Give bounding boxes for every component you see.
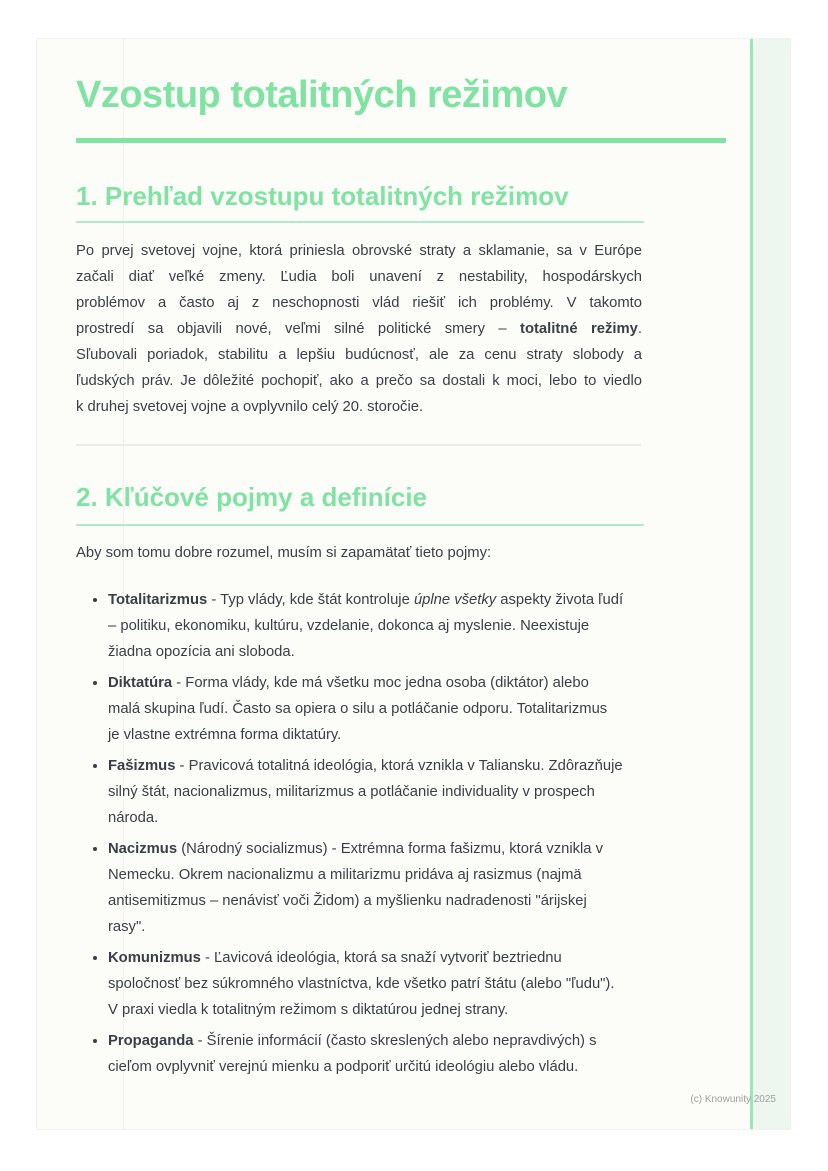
text-line: cieľom ovplyvniť verejnú mienku a podporiť určitú ideológiu alebo vládu. (108, 1059, 579, 1075)
document-page (36, 38, 791, 1130)
term-item (76, 670, 696, 748)
text-line: Diktatúra - Forma vlády, kde má všetku moc jedna osoba (diktátor) alebo (108, 675, 589, 691)
term-item (76, 753, 696, 831)
text-line: malá skupina ľudí. Často sa opiera o silu a potláčanie odporu. Totalitarizmus (108, 701, 608, 717)
text-line: V praxi viedla k totalitným režimom s diktatúrou jednej strany. (108, 1002, 509, 1018)
text-line: problémov a často aj z neschopnosti vlád riešiť ich problémy. V takomto (76, 295, 642, 311)
terms-list (76, 587, 696, 1080)
right-edge-strip (752, 39, 790, 1129)
text-line: k druhej svetovej vojne a ovplyvnilo celý 20. storočie. (76, 399, 424, 415)
text-line: silný štát, nacionalizmus, militarizmus a potláčanie individuality v prospech (108, 784, 595, 800)
section-1-rule (76, 221, 644, 223)
bullet-dot (93, 764, 97, 768)
text-line: začali diať veľké zmeny. Ľudia boli unavení z nestability, hospodárskych (76, 269, 642, 285)
copyright-footer: (c) Knowunity 2025 (690, 1094, 776, 1105)
title-rule (76, 138, 726, 143)
text-line: je vlastne extrémna forma diktatúry. (108, 727, 342, 743)
text-line: – politiku, ekonomiku, kultúru, vzdelanie, dokonca aj myslenie. Neexistuje (108, 618, 590, 634)
text-line: ľudských práv. Je dôležité pochopiť, ako a prečo sa dostali k moci, lebo to viedlo (76, 373, 642, 389)
text-line: rasy". (108, 919, 146, 935)
term-item (76, 945, 696, 1023)
text-line: Komunizmus - Ľavicová ideológia, ktorá sa snaží vytvoriť beztriednu (108, 950, 562, 966)
text-line: Fašizmus - Pravicová totalitná ideológia, ktorá vznikla v Taliansku. Zdôrazňuje (108, 758, 623, 774)
section-2-heading: 2. Kľúčové pojmy a definície (76, 482, 428, 512)
section-1-paragraph (76, 238, 642, 420)
bullet-dot (93, 598, 97, 602)
text-line: spoločnosť bez súkromného vlastníctva, kde všetko patrí štátu (alebo "ľudu"). (108, 976, 615, 992)
text-line: Nacizmus (Národný socializmus) - Extrémna forma fašizmu, ktorá vznikla v (108, 841, 604, 857)
page-title: Vzostup totalitných režimov (76, 74, 568, 116)
section-divider (76, 444, 641, 446)
text-line: Propaganda - Šírenie informácií (často skreslených alebo nepravdivých) s (108, 1033, 597, 1049)
bullet-dot (93, 1039, 97, 1043)
section-2-intro: Aby som tomu dobre rozumel, musím si zapamätať tieto pojmy: (76, 545, 492, 561)
text-line: Sľubovali poriadok, stabilitu a lepšiu budúcnosť, ale za cenu straty slobody a (76, 347, 642, 363)
term-item (76, 587, 696, 665)
bullet-dot (93, 681, 97, 685)
text-line: Totalitarizmus - Typ vlády, kde štát kontroluje úplne všetky aspekty života ľudí (108, 592, 624, 608)
text-line: prostredí sa objavili nové, veľmi silné politické smery – totalitné režimy. (76, 321, 642, 337)
text-line: národa. (108, 810, 159, 826)
bullet-dot (93, 956, 97, 960)
text-line: Po prvej svetovej vojne, ktorá priniesla obrovské straty a sklamanie, sa v Európe (76, 243, 642, 259)
term-item (76, 836, 696, 940)
text-line: žiadna opozícia ani sloboda. (108, 644, 295, 660)
text-line: Nemecku. Okrem nacionalizmu a militarizmu pridáva aj rasizmus (najmä (108, 867, 582, 883)
section-2-rule (76, 524, 644, 526)
bullet-dot (93, 847, 97, 851)
section-1-heading: 1. Prehľad vzostupu totalitných režimov (76, 181, 569, 211)
document-content (76, 39, 756, 1085)
term-item (76, 1028, 696, 1080)
text-line: antisemitizmus – nenávisť voči Židom) a myšlienku nadradenosti "árijskej (108, 893, 587, 909)
